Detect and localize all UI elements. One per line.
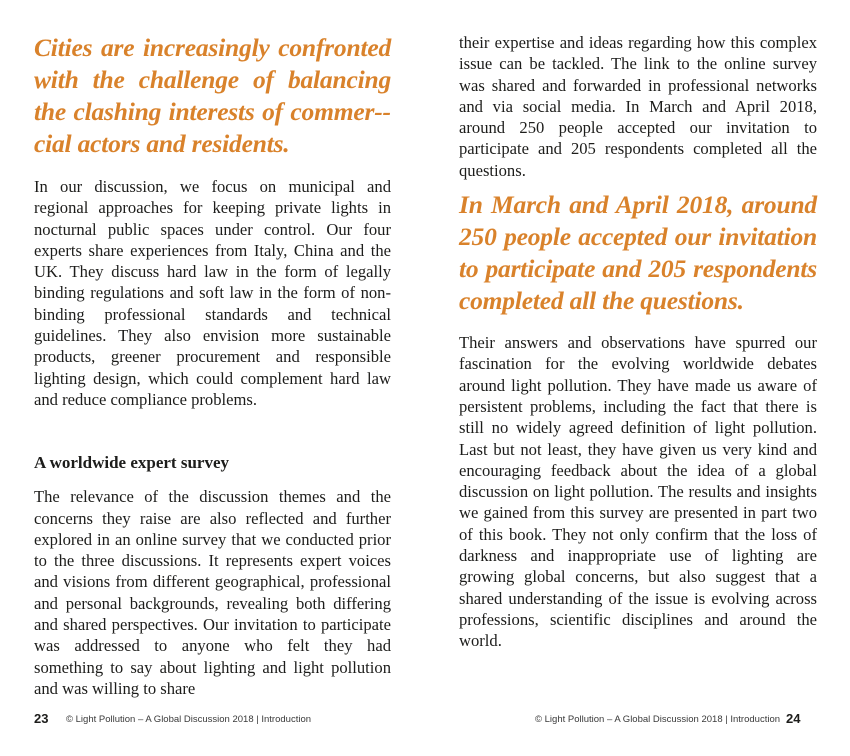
section-heading: A worldwide expert survey <box>34 453 230 473</box>
left-column <box>34 32 391 699</box>
right-column <box>459 32 817 652</box>
page-number-left: 23 <box>34 711 49 726</box>
right-page <box>425 0 850 756</box>
paragraph-discussion: In our discussion, we focus on municipal and regional approaches for keeping private lights in nocturnal public spaces under control. Our four experts share experiences from Italy, China and the UK. They discuss hard law in the form of legally binding regulations and soft law in the form of non-binding professional standards and technical guidelines. They also envision more sustainable products, greener procurement and responsible lighting design, which could complement hard law and reduce compliance problems. <box>34 177 391 409</box>
paragraph-survey: The relevance of the discussion themes and the concerns they raise are also reflected and further explored in an online survey that we conducted prior to the three discussions. It represents expert voices and visions from different geographical, professional and personal backgrounds, revealing both differing and shared perspectives. Our invitation to participate was addressed to anyone who felt they had something to say about lighting and light pollution and was willing to share <box>34 487 391 698</box>
pull-quote-right: In March and April 2018, around 250 people accepted our invitation to participate and 205 respondents completed all the questions. <box>459 190 817 316</box>
footer-right: © Light Pollution – A Global Discussion 2018 | Introduction <box>535 714 781 725</box>
pull-quote-left: Cities are increasingly confronted with the challenge of balancing the clashing interests of commer-cial actors and residents. <box>34 33 391 158</box>
paragraph-answers: Their answers and observations have spurred our fascination for the evolving worldwide debates around light pollution. They have made us aware of persistent problems, including the fact that there is still no widely agreed definition of light pollution. Last but not least, they have given us very kind and encouraging feedback about the idea of a global discussion on light pollution. The results and insights we gained from this survey are presented in part two of this book. They not only confirm that the loss of darkness and inappropriate use of lighting are growing global concerns, but also suggest that a shared understanding of the issue is evolving across professions, scientific disciplines and around the world. <box>459 333 817 651</box>
footer-left: © Light Pollution – A Global Discussion 2018 | Introduction <box>66 714 312 725</box>
page-number-right: 24 <box>786 711 801 726</box>
paragraph-continued: their expertise and ideas regarding how this complex issue can be tackled. The link to the online survey was shared and forwarded in professional networks and via social media. In March and April 2018, around 250 people accepted our invitation to participate and 205 respondents completed all the questions. <box>459 33 817 180</box>
